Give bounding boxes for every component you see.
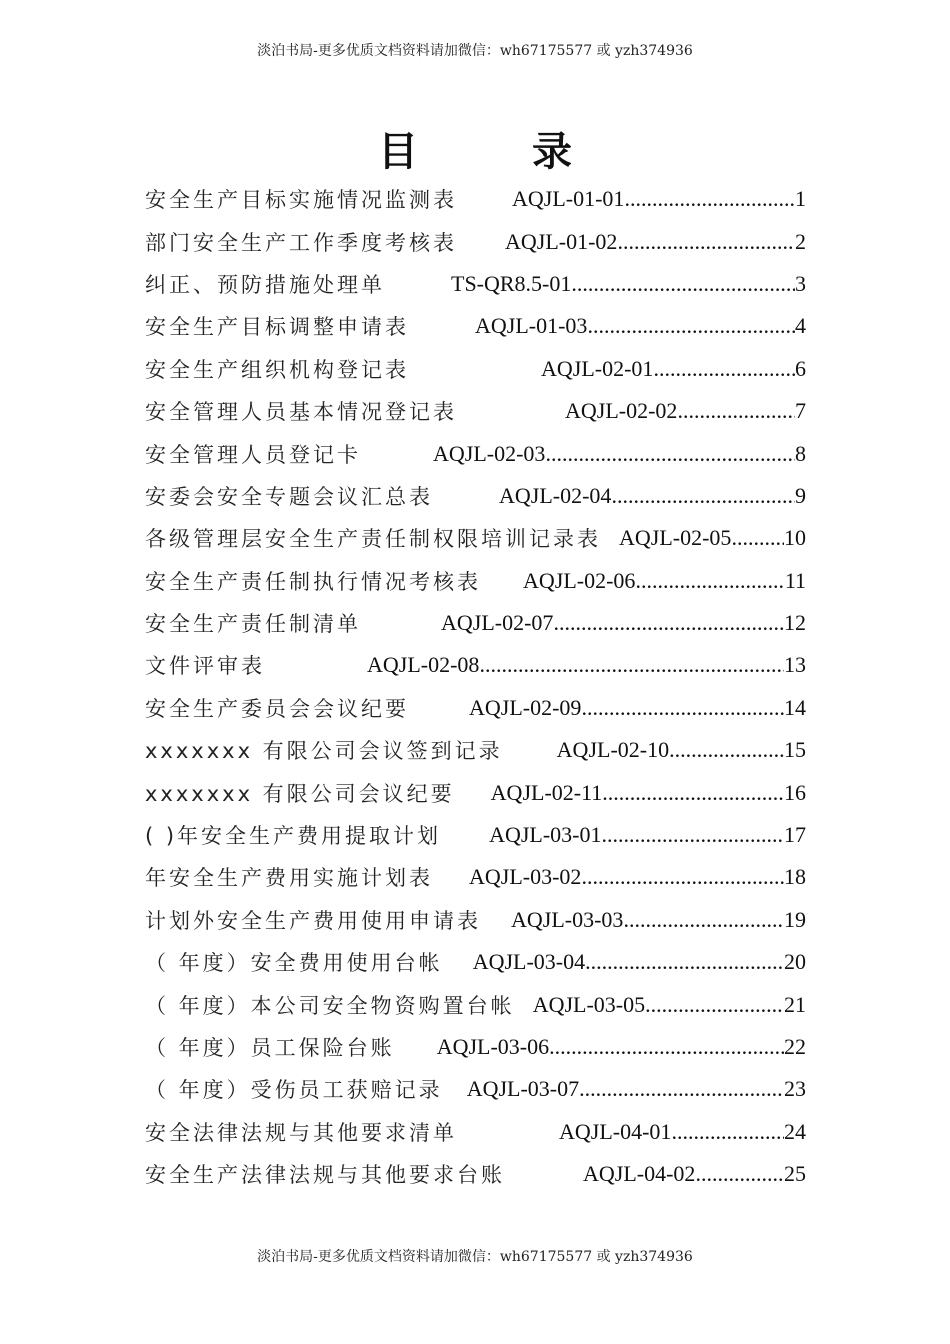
toc-entry[interactable] <box>145 348 806 390</box>
toc-leader-dots <box>611 483 795 509</box>
toc-entry-title: 安全法律法规与其他要求清单 <box>145 1120 457 1145</box>
toc-entry[interactable] <box>145 220 806 262</box>
toc-entry-title: 安全生产法律法规与其他要求台账 <box>145 1163 505 1188</box>
toc-entry-code: AQJL-04-01 <box>559 1118 672 1144</box>
toc-entry-title: （ 年度）安全费用使用台帐 <box>145 951 443 976</box>
toc-entry-code: AQJL-02-02 <box>565 398 678 424</box>
toc-entry[interactable] <box>145 644 806 686</box>
toc-entry-code: AQJL-03-05 <box>532 991 646 1017</box>
toc-leader-dots <box>645 992 784 1018</box>
toc-entry[interactable] <box>145 1068 806 1110</box>
toc-leader-dots <box>602 780 784 806</box>
toc-entry-title: 安全生产委员会会议纪要 <box>145 696 409 721</box>
toc-entry-page-number: 2 <box>795 228 806 254</box>
toc-entry[interactable] <box>145 856 806 898</box>
toc-entry-title: 安全管理人员基本情况登记表 <box>145 400 457 425</box>
toc-entry[interactable] <box>145 1111 806 1153</box>
toc-entry[interactable] <box>145 1153 806 1195</box>
toc-entry-code: AQJL-02-09 <box>469 694 582 720</box>
toc-entry-page-number: 18 <box>784 864 806 890</box>
toc-entry-title: 各级管理层安全生产责任制权限培训记录表 <box>145 527 601 552</box>
toc-entry-page-number: 10 <box>784 525 806 551</box>
toc-entry-code: AQJL-02-04 <box>499 482 612 508</box>
toc-entry-page-number: 25 <box>784 1161 806 1187</box>
toc-entry-page-number: 20 <box>784 949 806 975</box>
toc-entry-code: AQJL-02-10 <box>556 737 670 763</box>
toc-entry-page-number: 14 <box>784 694 806 720</box>
toc-entry[interactable] <box>145 941 806 983</box>
toc-leader-dots <box>581 864 784 890</box>
toc-entry-page-number: 9 <box>795 482 806 508</box>
toc-entry-title: 部门安全生产工作季度考核表 <box>145 230 457 255</box>
toc-entry[interactable] <box>145 263 806 305</box>
toc-entry-title: 安全生产责任制清单 <box>145 612 361 637</box>
toc-entry-page-number: 6 <box>795 355 806 381</box>
toc-entry-title: xxxxxxx 有限公司会议纪要 <box>145 781 455 806</box>
toc-entry[interactable] <box>145 517 806 559</box>
toc-entry-title: ( )年安全生产费用提取计划 <box>145 824 442 849</box>
toc-leader-dots <box>623 907 784 933</box>
toc-entry-page-number: 22 <box>784 1034 806 1059</box>
toc-leader-dots <box>479 652 784 678</box>
toc-leader-dots <box>602 822 785 848</box>
toc-entry-page-number: 21 <box>784 991 806 1017</box>
toc-entry-title: 纠正、预防措施处理单 <box>145 272 385 297</box>
toc-entry-page-number: 12 <box>784 610 806 636</box>
toc-entry-code: AQJL-03-04 <box>472 949 586 975</box>
toc-entry-code: AQJL-02-01 <box>541 355 654 381</box>
toc-entry[interactable] <box>145 432 806 474</box>
toc-entry-title: （ 年度）本公司安全物资购置台帐 <box>145 993 515 1018</box>
toc-entry[interactable] <box>145 983 806 1025</box>
toc-entry-page-number: 3 <box>795 270 806 296</box>
toc-entry-title: （ 年度）受伤员工获赔记录 <box>145 1078 443 1103</box>
toc-leader-dots <box>669 737 784 763</box>
toc-leader-dots <box>635 568 784 594</box>
toc-entry-code: AQJL-03-07 <box>466 1076 580 1102</box>
toc-entry-page-number: 24 <box>784 1118 806 1144</box>
toc-entry[interactable] <box>145 390 806 432</box>
page-title: 目 录 <box>378 129 622 175</box>
toc-entry-code: AQJL-02-06 <box>523 567 636 593</box>
toc-entry-code: AQJL-01-01 <box>512 186 625 212</box>
toc-entry[interactable] <box>145 814 806 856</box>
toc-entry-page-number: 23 <box>784 1076 806 1102</box>
toc-leader-dots <box>571 271 795 297</box>
toc-entry-code: AQJL-02-03 <box>433 440 546 466</box>
toc-leader-dots <box>653 356 795 382</box>
toc-entry-title: 安全生产目标调整申请表 <box>145 315 409 340</box>
toc-entry-title: （ 年度）员工保险台账 <box>145 1036 395 1060</box>
toc-entry-title: 计划外安全生产费用使用申请表 <box>145 908 481 933</box>
toc-entry-page-number: 1 <box>795 186 806 212</box>
toc-entry-code: AQJL-01-03 <box>475 313 588 339</box>
toc-entry[interactable] <box>145 305 806 347</box>
toc-entry-code: AQJL-02-07 <box>441 610 554 636</box>
toc-leader-dots <box>553 610 784 636</box>
header-watermark-note: 淡泊书局-更多优质文档资料请加微信：wh67175577 或 yzh374936 <box>257 43 693 59</box>
toc-entry-code: AQJL-03-01 <box>489 822 602 848</box>
toc-entry-title: xxxxxxx 有限公司会议签到记录 <box>145 739 503 764</box>
toc-leader-dots <box>549 1034 784 1060</box>
toc-entry-code: AQJL-01-02 <box>505 228 618 254</box>
toc-entry[interactable] <box>145 602 806 644</box>
toc-leader-dots <box>671 1119 784 1145</box>
toc-entry-title: 安委会安全专题会议汇总表 <box>145 484 433 509</box>
footer-watermark-note: 淡泊书局-更多优质文档资料请加微信：wh67175577 或 yzh374936 <box>257 1249 693 1265</box>
toc-leader-dots <box>581 695 784 721</box>
toc-entry-page-number: 13 <box>784 652 806 678</box>
toc-entry-title: 安全生产组织机构登记表 <box>145 357 409 382</box>
toc-entry-code: AQJL-02-11 <box>490 779 603 805</box>
toc-entry-title: 安全管理人员登记卡 <box>145 442 361 467</box>
toc-entry-code: AQJL-03-03 <box>511 906 624 932</box>
toc-entry-code: AQJL-02-05 <box>619 525 732 551</box>
toc-entry-title: 年安全生产费用实施计划表 <box>145 866 433 891</box>
toc-entry-code: AQJL-03-06 <box>436 1034 550 1059</box>
toc-leader-dots <box>617 229 795 255</box>
toc-entry[interactable] <box>145 899 806 941</box>
toc-leader-dots <box>695 1161 784 1187</box>
toc-leader-dots <box>587 313 795 339</box>
toc-leader-dots <box>731 525 784 551</box>
toc-entry-page-number: 19 <box>784 906 806 932</box>
toc-entry-title: 文件评审表 <box>145 654 265 679</box>
toc-entry-code: AQJL-04-02 <box>583 1161 696 1187</box>
toc-leader-dots <box>545 441 795 467</box>
toc-entry[interactable] <box>145 771 806 813</box>
toc-entry-page-number: 7 <box>795 398 806 424</box>
table-of-contents <box>145 178 806 1195</box>
toc-leader-dots <box>579 1076 784 1102</box>
toc-entry-code: AQJL-02-08 <box>367 652 480 678</box>
toc-entry[interactable] <box>145 729 806 771</box>
toc-entry-code: AQJL-03-02 <box>469 864 582 890</box>
toc-entry[interactable] <box>145 687 806 729</box>
toc-entry-page-number: 17 <box>784 822 806 848</box>
toc-entry-page-number: 11 <box>784 567 806 593</box>
toc-entry-page-number: 16 <box>784 779 806 805</box>
toc-entry-title: 安全生产责任制执行情况考核表 <box>145 569 481 594</box>
toc-entry[interactable] <box>145 1026 806 1068</box>
toc-leader-dots <box>624 186 795 212</box>
toc-entry-page-number: 4 <box>795 313 806 339</box>
toc-leader-dots <box>585 949 784 975</box>
toc-entry[interactable] <box>145 475 806 517</box>
toc-entry[interactable] <box>145 560 806 602</box>
toc-leader-dots <box>677 398 795 424</box>
toc-entry-title: 安全生产目标实施情况监测表 <box>145 188 457 213</box>
toc-entry-page-number: 15 <box>784 737 806 763</box>
toc-entry-code: TS-QR8.5-01 <box>451 270 572 296</box>
toc-entry-page-number: 8 <box>795 440 806 466</box>
toc-entry[interactable] <box>145 178 806 220</box>
